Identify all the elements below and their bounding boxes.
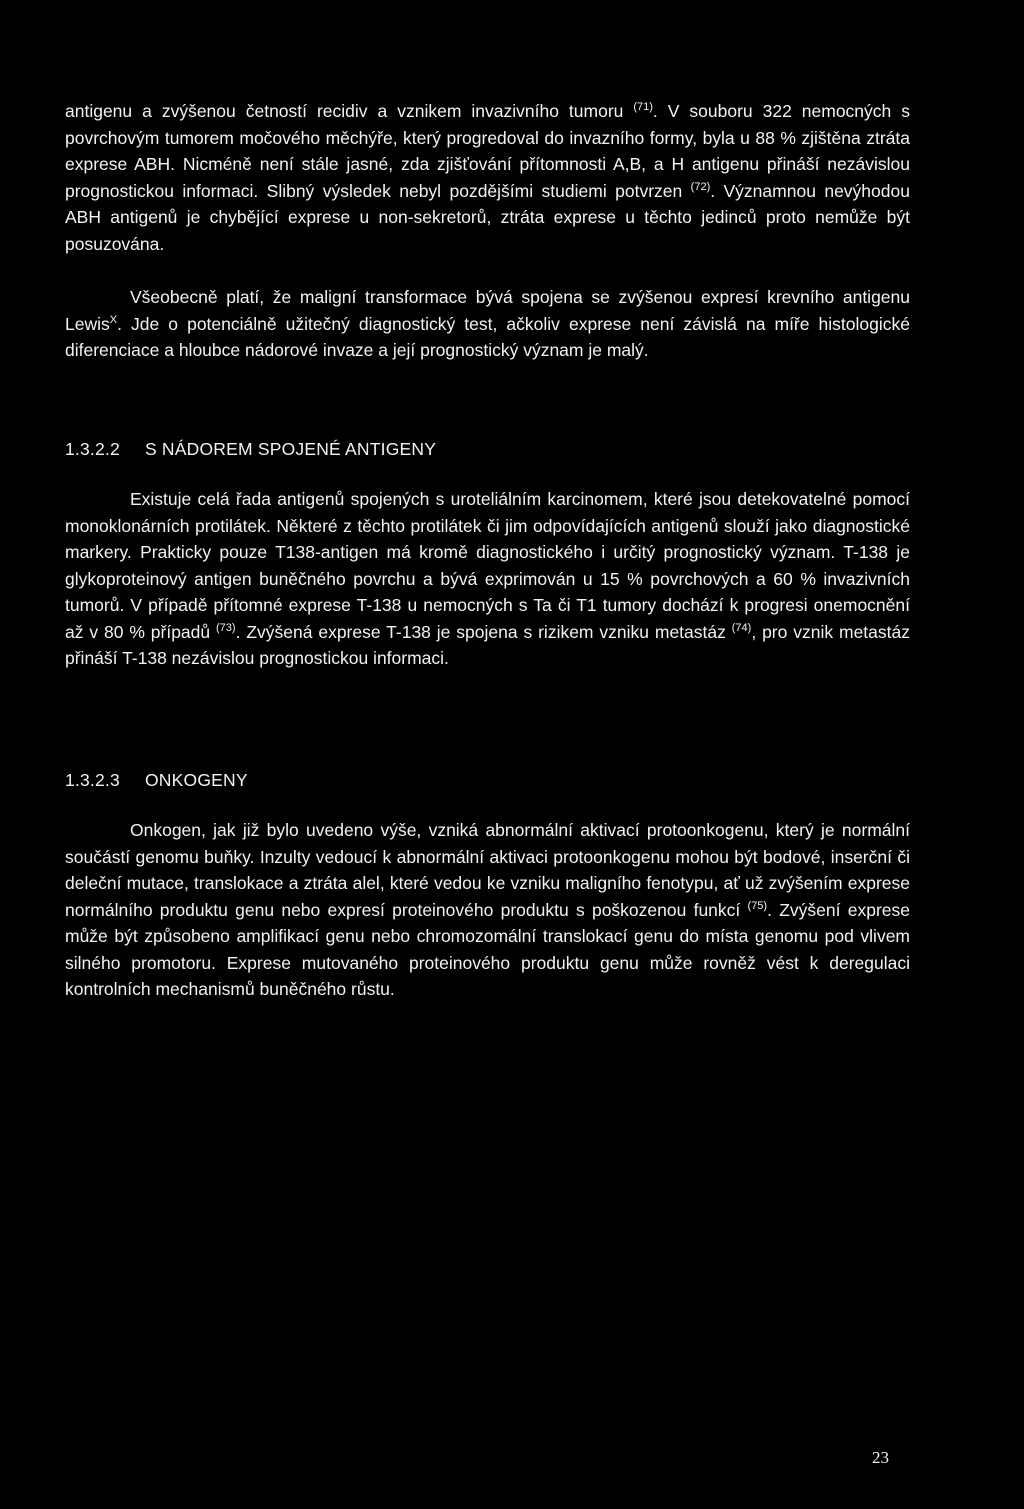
section-title: S NÁDOREM SPOJENÉ ANTIGENY <box>145 439 437 459</box>
text-run: . V souboru 322 nemocných s povrchovým tumorem močového měchýře, který progredoval do invazního formy, byla u 88 % zjištěna ztráta exprese ABH. Nicméně není stále jasné, zda zjišťování přítomnosti A,B, a H antigenu přináší nezávislou prognostickou informaci. Slibný výsledek nebyl pozdějšími studiemi potvrzen <box>65 101 910 201</box>
citation-ref: (72) <box>690 180 711 193</box>
citation-ref: (73) <box>216 621 236 634</box>
paragraph-tumor-antigens <box>65 486 910 672</box>
citation-ref: (74) <box>731 621 752 634</box>
text-run: , pro vznik metastáz přináší T-138 nezávislou prognostickou informaci. <box>65 621 910 668</box>
section-heading-antigens <box>65 437 436 461</box>
citation-ref: (75) <box>747 899 768 912</box>
text-run: antigenu a zvýšenou četností recidiv a vznikem invazivního tumoru <box>65 101 634 121</box>
text-run: . Zvýšení exprese může být způsobeno amplifikací genu nebo chromozomální translokací genu do místa genomu pod vlivem silného promotoru. Exprese mutovaného proteinového produktu genu může rovněž vést k deregulaci kontrolních mechanismů buněčného růstu. <box>65 899 910 999</box>
section-title: ONKOGENY <box>145 770 248 790</box>
paragraph-lewis-antigen <box>65 284 910 364</box>
text-run: Onkogen, jak již bylo uvedeno výše, vzniká abnormální aktivací protoonkogenu, který je normální součástí genomu buňky. Inzulty vedoucí k abnormální aktivaci protoonkogenu mohou být bodové, inserční či deleční mutace, translokace a ztráta alel, které vedou ke vzniku maligního fenotypu, ať už zvýšením exprese normálního produktu genu nebo expresí proteinového produktu s poškozenou funkcí <box>65 820 910 920</box>
text-run: . Zvýšená exprese T-138 je spojena s rizikem vzniku metastáz <box>235 621 732 642</box>
section-number: 1.3.2.2 <box>65 439 120 459</box>
section-number: 1.3.2.3 <box>65 770 120 790</box>
text-run: Existuje celá řada antigenů spojených s uroteliálním karcinomem, které jsou detekovatelné pomocí monoklonárních protilátek. Některé z těchto protilátek či jim odpovídajících antigenů slouží jako diagnostické markery. Prakticky pouze T138-antigen má kromě diagnostického i určitý prognostický význam. T-138 je glykoproteinový antigen buněčného povrchu a bývá exprimován u 15 % povrchových a 60 % invazivních tumorů. V případě přítomné exprese T-138 u nemocných s Ta či T1 tumory dochází k progresi onemocnění až v 80 % případů <box>65 489 910 642</box>
paragraph-abh-antigens <box>65 98 910 257</box>
paragraph-oncogenes <box>65 817 910 1003</box>
text-run: . Jde o potenciálně užitečný diagnostický test, ačkoliv exprese není závislá na míře histologické diferenciace a hloubce nádorové invaze a její prognostický význam je malý. <box>65 313 910 360</box>
page-number: 23 <box>872 1448 889 1467</box>
superscript: X <box>109 313 118 326</box>
text-run: Všeobecně platí, že maligní transformace bývá spojena se zvýšenou expresí krevního antigenu Lewis <box>65 287 910 334</box>
section-heading-oncogenes <box>65 768 248 792</box>
citation-ref: (71) <box>633 101 653 113</box>
text-run: . Významnou nevýhodou ABH antigenů je chybějící exprese u non-sekretorů, ztráta exprese u těchto jedinců proto nemůže být posuzována. <box>65 180 910 254</box>
